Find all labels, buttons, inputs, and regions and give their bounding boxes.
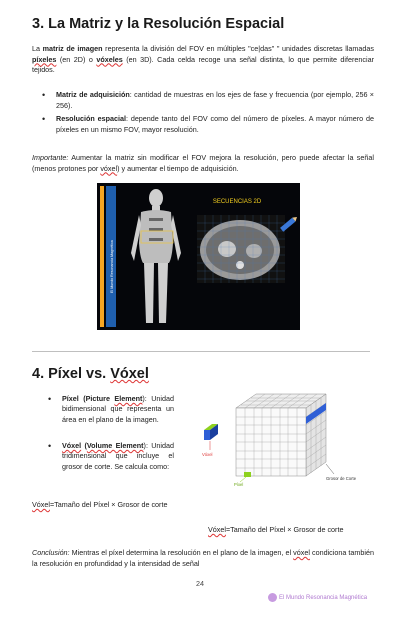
conclusion-text: Mientras el píxel determina la resolución en el plano de la imagen, el [69, 548, 294, 557]
voxel-term-element: Volume Element [86, 441, 144, 450]
bullet-term: Matriz de adquisición [56, 90, 130, 99]
voxel-term-paren: ( [81, 441, 87, 450]
pixel-label: Píxel [234, 482, 244, 487]
voxel-term: Vóxel [62, 441, 82, 450]
pixel-square [244, 472, 251, 477]
important-text: Aumentar la matriz sin modificar el FOV mejora la resolución, pero puede afectar la señal (menos protones por [32, 153, 374, 173]
intro-text-3: (en 2D) o [56, 54, 97, 64]
axial-slice [197, 215, 285, 283]
section-4-title-text: 4. Píxel vs. [32, 366, 111, 382]
bullet-dot: • [48, 441, 52, 451]
brand-logo-icon [268, 593, 277, 602]
formula-right-voxel: Vóxel [208, 525, 226, 534]
figure-brand: El Mundo Resonancia Magnética [110, 240, 114, 293]
intro-text-2: representa la división del FOV en múltiples "ce|das" " unidades discretas llamadas [102, 44, 374, 53]
intro-pixels: píxeles [32, 54, 57, 64]
bullet-matrix [42, 90, 374, 111]
sequences-caption: SECUENCIAS 2D [212, 199, 262, 205]
formula-right-text: =Tamaño del Píxel × Grosor de corte [225, 525, 344, 534]
formula-right [208, 525, 378, 536]
section-divider [32, 351, 370, 352]
section-3-title: 3. La Matriz y la Resolución Espacial [32, 16, 285, 32]
page-number: 24 [196, 579, 204, 588]
formula-left-text: =Tamaño del Píxel × Grosor de corte [49, 500, 168, 509]
intro-bold: matriz de imagen [42, 44, 103, 53]
bullet-dot: • [42, 114, 46, 124]
formula-left-voxel: Vóxel [32, 500, 50, 509]
formula-left [32, 500, 182, 511]
conclusion-voxel: vóxel [293, 548, 310, 557]
important-note [32, 153, 374, 174]
bullet-term: Resolución espacial [56, 114, 126, 123]
bullet-text: : cantidad de muestras en los ejes de fase y frecuencia (por ejemplo, 256 × 256). [56, 90, 374, 110]
bullet-dot: • [48, 394, 52, 404]
voxel-diagram [196, 390, 374, 494]
mri-illustration [97, 183, 300, 330]
pixel-term-element: Element [114, 394, 143, 403]
conclusion-text-2: condiciona también la resolución en profundidad y la intensidad de señal [32, 548, 374, 568]
voxel-cube-front [204, 430, 210, 440]
bullet-resolution [42, 114, 374, 135]
section-4-title-voxel: Vóxel [110, 366, 149, 382]
voxel-text: ): Unidad tridimensional que incluye el grosor de corte. Se calcula como: [62, 441, 174, 471]
voxel-label: Vóxel [202, 452, 213, 457]
bullet-pixel [48, 394, 174, 425]
bullet-dot: • [42, 90, 46, 100]
section-4-title [32, 366, 149, 382]
intro-paragraph [32, 44, 374, 76]
conclusion-label: Conclusión: [32, 548, 70, 557]
intro-text-4: (en 3D). Cada celda recoge una señal distinta, lo que permite diferenciar tejidos. [32, 54, 374, 74]
intro-text: La [32, 44, 43, 53]
footer-brand-text: El Mundo Resonancia Magnética [279, 595, 368, 602]
bullet-text: : depende tanto del FOV como del número de píxeles. A mayor número de píxeles en un mismo FOV, mayor resolución. [56, 114, 374, 134]
bullet-voxel [48, 441, 174, 472]
important-voxel: vóxel [100, 163, 118, 173]
footer-brand [268, 593, 367, 602]
thickness-label: Grosor de Corte [326, 476, 357, 481]
mri-figure [97, 183, 300, 330]
important-label: Importante: [32, 153, 69, 162]
pixel-text: ): Unidad bidimensional que representa un área en el plano de la imagen. [62, 394, 174, 424]
intro-voxels: vóxeles [96, 54, 123, 64]
important-text-2: ) y aumentar el tiempo de adquisición. [117, 163, 239, 173]
orange-stripe [100, 186, 104, 327]
pixel-term: Píxel (Picture [62, 394, 115, 403]
conclusion-paragraph [32, 548, 374, 569]
